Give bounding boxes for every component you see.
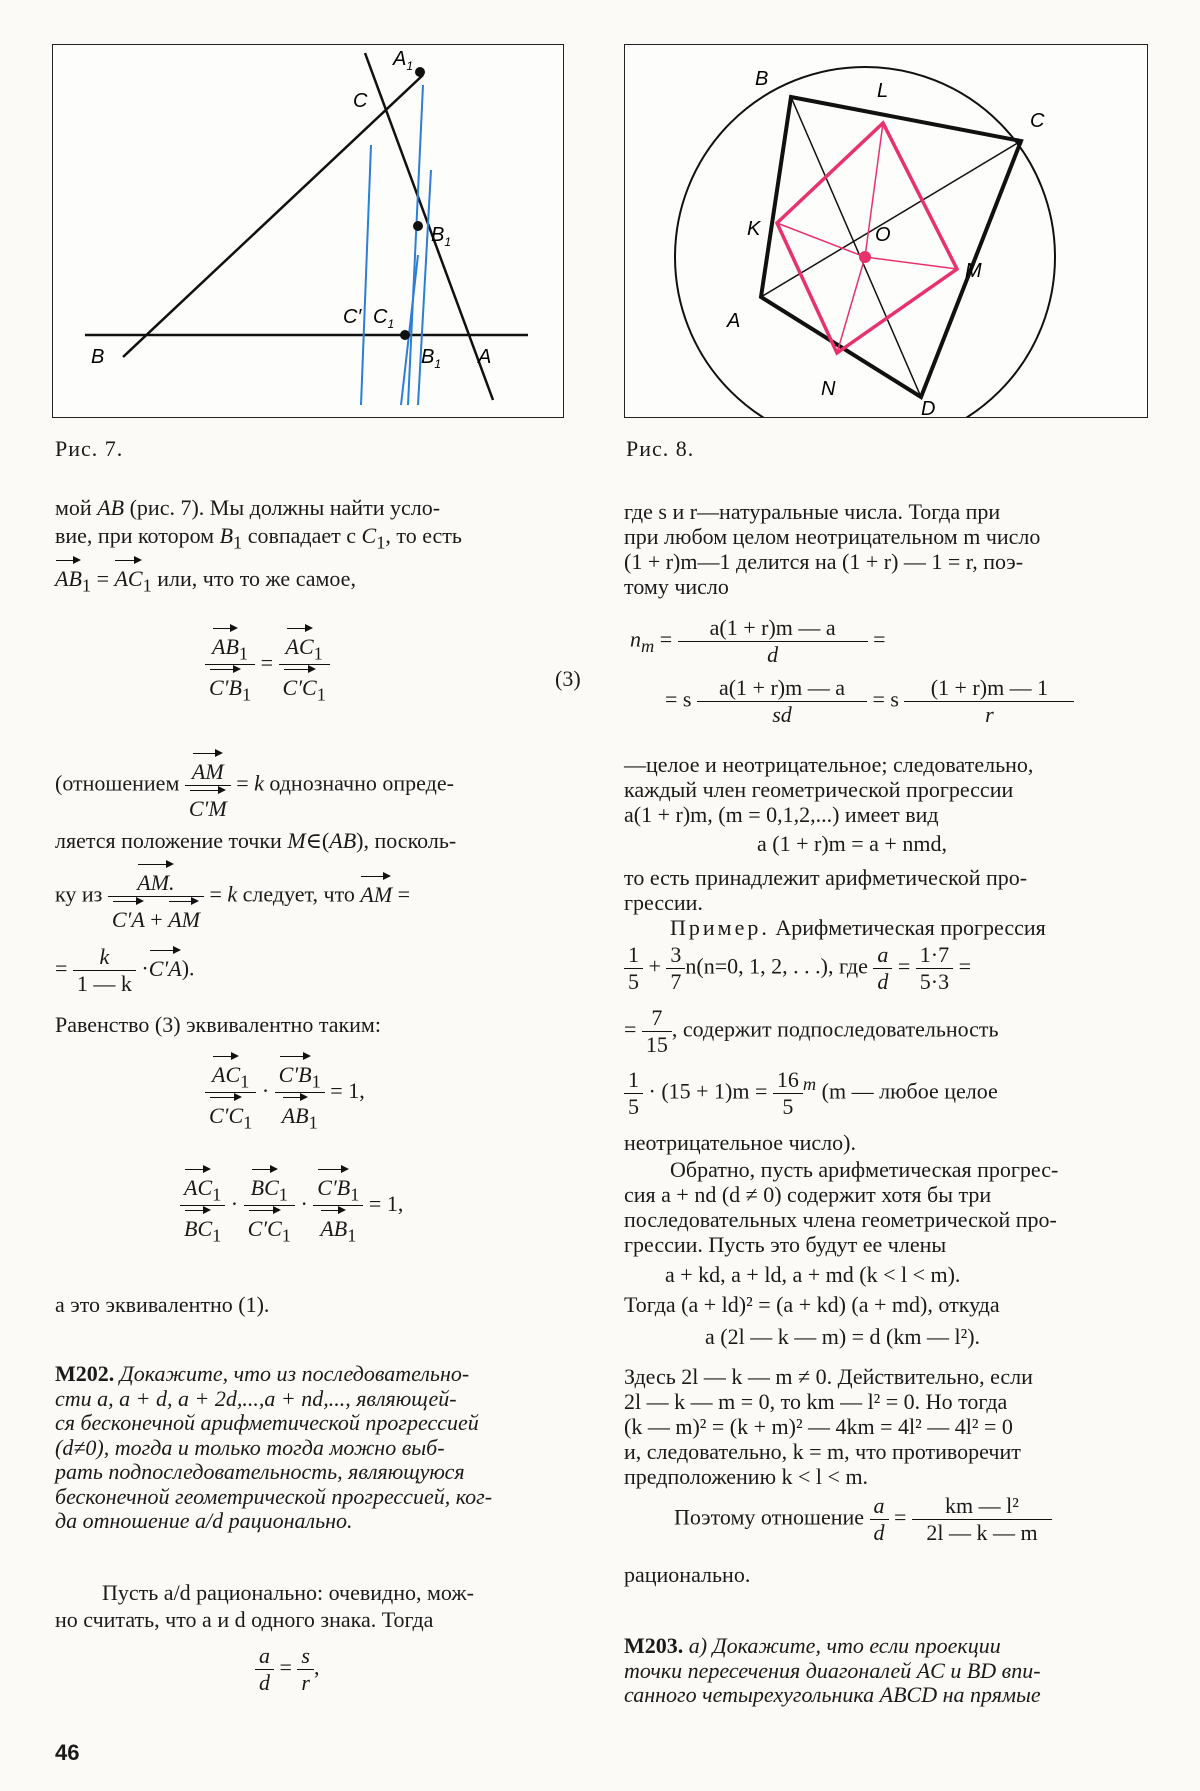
label-cp: C′ [343, 306, 362, 328]
example-equation-1: $\frac{1}{5}$ + $\frac{3}{7}$ n(n=0, 1, 2, . . .), где $\frac{a}{d}$ = $\frac{1\cdot 7}{5\cdot 3}$ = [624, 942, 971, 995]
circumcircle [675, 67, 1055, 417]
blue-line-1 [361, 145, 371, 405]
label-a: A [727, 310, 741, 332]
right-line-26: рационально. [624, 1562, 751, 1587]
figure-7-drawing [53, 45, 563, 417]
point-c1 [400, 330, 410, 340]
left-line-7: = $\frac{k}{1 — k}$ ·C′A). [55, 944, 195, 996]
right-line-12: неотрицательное число). [624, 1130, 856, 1155]
left-line-5: ляется положение точки M∈(AB), посколь- [55, 828, 457, 853]
label-n: N [821, 378, 836, 400]
left-para-1: Пусть a/d рационально: очевидно, мож- [102, 1580, 474, 1605]
right-line-13: Обратно, пусть арифметическая прогрес- [670, 1157, 1059, 1182]
segment-om [865, 257, 957, 269]
right-line-14: сия a + nd (d ≠ 0) содержит хотя бы три [624, 1182, 992, 1207]
left-para-2: но считать, что a и d одного знака. Тогда [55, 1607, 434, 1632]
right-line-1: где s и r—натуральные числа. Тогда при [624, 499, 1001, 524]
label-k: K [747, 218, 761, 240]
figure-8-caption: Рис. 8. [626, 436, 695, 461]
label-l: L [877, 80, 889, 102]
right-line-10: грессии. [624, 890, 703, 915]
label-m: M [965, 260, 982, 282]
right-line-19: a (2l — k — m) = d (km — l²). [705, 1324, 981, 1349]
left-line-3: $AB_1 = AC_1$ или, что то же самое, [55, 556, 356, 596]
left-line-4: (отношением $\frac{AM}{C'M}$ = k однозначно опреде- [55, 749, 454, 822]
right-line-2: при любом целом неотрицательном m число [624, 524, 1041, 549]
nm-equation-1: $n_m$ = $\frac{a(1 + r)m — a}{d}$ = [630, 615, 886, 667]
label-o: O [875, 224, 891, 246]
problem-m203: M203. а) Докажите, что если проекции точки пересечения диагоналей AC и BD впи- санного четырехугольника ABCD на прямые [624, 1633, 1041, 1707]
label-a: A [478, 346, 492, 368]
right-line-20: Здесь 2l — k — m ≠ 0. Действительно, если [624, 1364, 1033, 1389]
right-line-24: предположению k < l < m. [624, 1464, 869, 1489]
equivalent-equation-1: $\frac{AC_1}{C'C_1}$ · $\frac{C'B_1}{AB_1}$ = 1, [205, 1052, 365, 1134]
left-line-6: ку из $\frac{AM.}{C'A + AM}$ = k следует, что AM = [55, 860, 410, 933]
label-d: D [921, 398, 936, 417]
right-line-8: a (1 + r)m = a + nmd, [757, 831, 947, 856]
right-line-22: (k — m)² = (k + m)² — 4km = 4l² — 4l² = 0 [624, 1414, 1013, 1439]
right-line-25: Поэтому отношение $\frac{a}{d}$ = $\frac{\text{km — l²}}{2l — k — m}$ [674, 1493, 1052, 1546]
point-o [859, 251, 871, 263]
left-line-2: вие, при котором $B_1$ совпадает с $C_1$, то есть [55, 523, 462, 553]
label-b: B [755, 68, 769, 90]
left-line-9: а это эквивалентно (1). [55, 1292, 270, 1317]
m202-title: M202. [55, 1361, 115, 1386]
right-line-17: a + kd, a + ld, a + md (k < l < m). [665, 1262, 961, 1287]
ratio-equation: $\frac{a}{d}$ = $\frac{s}{r}$ , [255, 1643, 319, 1696]
point-a1 [415, 67, 425, 77]
left-line-8: Равенство (3) эквивалентно таким: [55, 1012, 381, 1037]
label-b: B [91, 346, 105, 368]
figure-7-caption: Рис. 7. [55, 436, 124, 461]
right-line-3: (1 + r)m—1 делится на (1 + r) — 1 = r, поэ- [624, 549, 1024, 574]
label-b1: $B_1$ [431, 224, 452, 249]
label-c: C [1030, 110, 1045, 132]
figure-8 [624, 44, 1148, 418]
segment-on [837, 257, 865, 353]
right-line-11: Пример. Арифметическая прогрессия [670, 915, 1046, 940]
figure-8-drawing [625, 45, 1147, 417]
label-c: C [353, 90, 368, 112]
right-line-21: 2l — k — m = 0, то km — l² = 0. Но тогда [624, 1389, 1008, 1414]
right-line-9: то есть принадлежит арифметической про- [624, 865, 1028, 890]
example-equation-3: $\frac{1}{5}$ · (15 + 1)m = $\frac{16}{5}$ $^m$ (m — любое целое [624, 1067, 998, 1120]
diagonal-bd [791, 97, 921, 397]
right-line-16: грессии. Пусть это будут ее члены [624, 1232, 947, 1257]
m203-title: M203. [624, 1633, 684, 1658]
right-line-18: Тогда (a + ld)² = (a + kd) (a + md), откуда [624, 1292, 1000, 1317]
right-line-7: a(1 + r)m, (m = 0,1,2,...) имеет вид [624, 802, 939, 827]
equation-3-tag: (3) [555, 666, 581, 691]
right-line-23: и, следовательно, k = m, что противоречит [624, 1439, 1021, 1464]
point-b1 [413, 221, 423, 231]
page-number: 46 [55, 1740, 80, 1765]
figure-7 [52, 44, 564, 418]
right-line-4: тому число [624, 574, 729, 599]
right-line-5: —целое и неотрицательное; следовательно, [624, 752, 1034, 777]
label-a1: $A_1$ [393, 48, 414, 73]
left-line-1: мой AB (рис. 7). Мы должны найти усло- [55, 495, 441, 520]
right-line-15: последовательных члена геометрической про- [624, 1207, 1057, 1232]
problem-m202: M202. Докажите, что из последовательно- сти a, a + d, a + 2d,...,a + nd,..., являющей- ся бесконечной арифметической прогрессией (d≠0), тогда и только тогда можно выб- рать подпоследовательность, являющуюся бесконечной геометрической прогрессией, ког- да отношение a/d рационально. [55, 1361, 493, 1533]
example-equation-2: = $\frac{7}{15}$ , содержит подпоследовательность [624, 1005, 999, 1057]
nm-equation-2: = s $\frac{a(1 + r)m — a}{sd}$ = s $\frac{(1 + r)m — 1}{r}$ [665, 675, 1074, 728]
equivalent-equation-2: $\frac{AC_1}{BC_1}$ · $\frac{BC_1}{C'C_1}$ · $\frac{C'B_1}{AB_1}$ = 1, [180, 1165, 403, 1247]
label-b1p: $B_1$ [421, 346, 442, 371]
equation-3: $\frac{AB_1}{C'B_1}$ = $\frac{AC_1}{C'C_1}$ [205, 624, 330, 706]
label-c1: $C_1$ [373, 306, 395, 331]
right-line-6: каждый член геометрической прогрессии [624, 777, 1014, 802]
